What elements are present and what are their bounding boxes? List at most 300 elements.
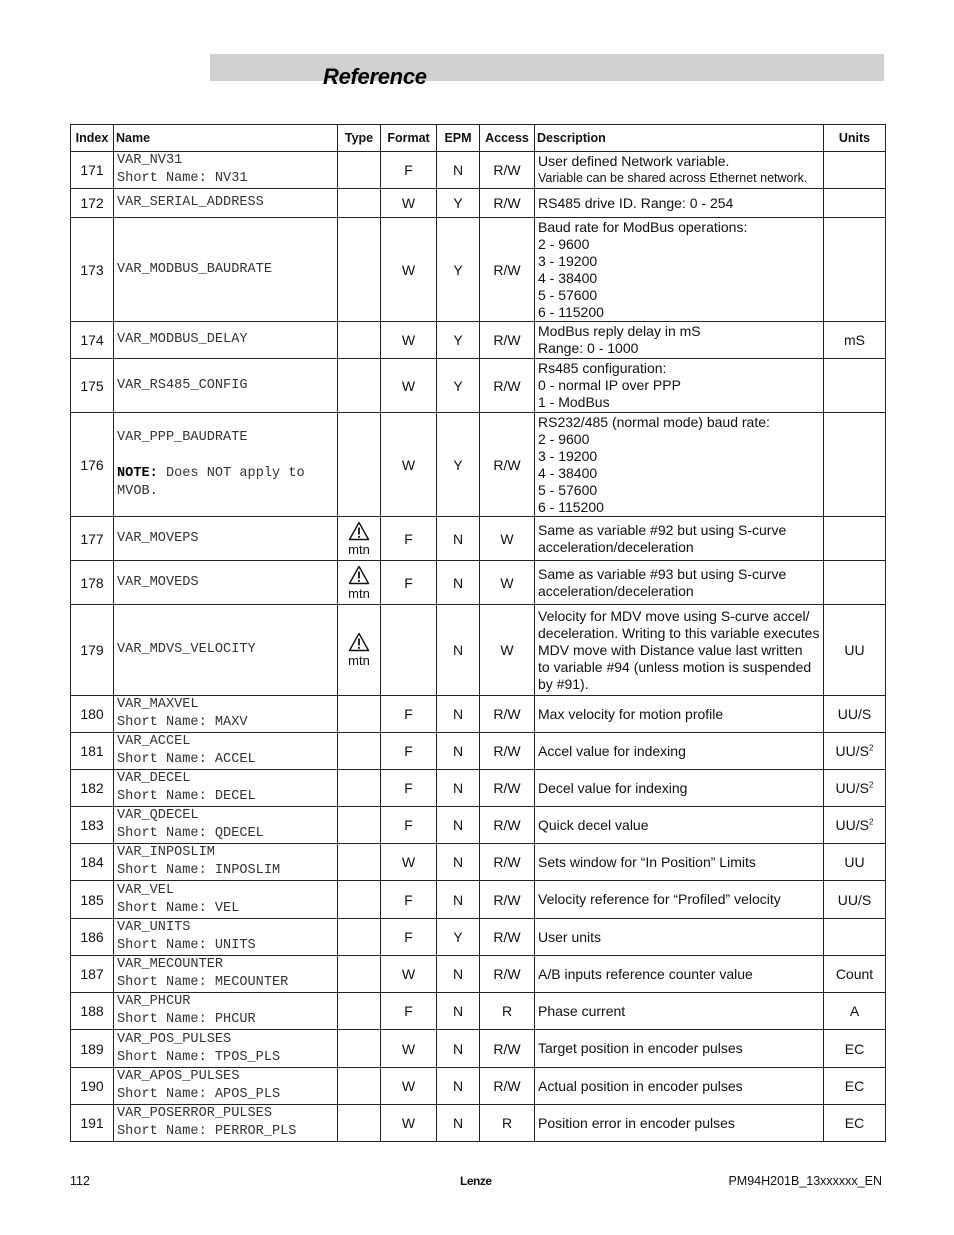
table-row: [71, 807, 886, 844]
cell-format: W: [381, 844, 437, 881]
cell-epm: N: [437, 1030, 480, 1068]
cell-epm: N: [437, 956, 480, 993]
table-row: [71, 218, 886, 322]
short-name: Short Name: MECOUNTER: [117, 975, 289, 990]
description-line: Rs485 configuration:: [538, 360, 667, 376]
description-line: ModBus reply delay in mS: [538, 323, 701, 339]
table-row: [71, 561, 886, 605]
cell-index: 178: [71, 561, 114, 605]
description-line: RS485 drive ID. Range: 0 - 254: [538, 194, 734, 211]
description-line: Quick decel value: [538, 816, 649, 833]
motion-type: [348, 521, 370, 557]
cell-index: 174: [71, 322, 114, 359]
cell-access: R/W: [480, 956, 535, 993]
page-number: 112: [70, 1174, 90, 1188]
cell-format: W: [381, 218, 437, 322]
cell-epm: N: [437, 152, 480, 189]
cell-epm: N: [437, 733, 480, 770]
variable-name: VAR_MODBUS_BAUDRATE: [117, 261, 272, 277]
cell-index: 177: [71, 517, 114, 561]
short-name: Short Name: DECEL: [117, 789, 256, 804]
cell-name: [114, 605, 338, 696]
cell-format: W: [381, 359, 437, 413]
cell-format: W: [381, 1068, 437, 1105]
cell-index: 190: [71, 1068, 114, 1105]
units-value: Count: [835, 966, 874, 982]
cell-format: W: [381, 189, 437, 218]
cell-name: [114, 1068, 338, 1105]
description-line: 2 - 9600: [538, 235, 590, 252]
variable-name: VAR_MECOUNTER: [117, 957, 224, 972]
description-line: Actual position in encoder pulses: [538, 1077, 743, 1094]
cell-units: [824, 218, 886, 322]
page-title: Reference: [323, 64, 427, 89]
units-value: UU/S: [835, 780, 869, 796]
description-line: 3 - 19200: [538, 252, 598, 269]
cell-access: R/W: [480, 696, 535, 733]
cell-index: 182: [71, 770, 114, 807]
table-row: [71, 189, 886, 218]
units-value: UU: [844, 642, 865, 658]
cell-description: [535, 993, 824, 1030]
description-line: MDV move with Distance value last written: [538, 641, 803, 658]
variable-name: VAR_POSERROR_PULSES: [117, 1106, 272, 1121]
cell-index: 185: [71, 881, 114, 919]
cell-description: [535, 919, 824, 956]
table-row: [71, 152, 886, 189]
cell-name: [114, 413, 338, 517]
cell-units: [824, 605, 886, 696]
table-row: [71, 844, 886, 881]
cell-type: [338, 561, 381, 605]
table-row: [71, 1030, 886, 1068]
cell-index: 179: [71, 605, 114, 696]
short-name: Short Name: UNITS: [117, 938, 256, 953]
description-line: to variable #94 (unless motion is suspended: [538, 658, 812, 675]
description-line: Position error in encoder pulses: [538, 1114, 735, 1131]
cell-units: [824, 561, 886, 605]
cell-units: [824, 322, 886, 359]
cell-epm: N: [437, 605, 480, 696]
cell-index: 184: [71, 844, 114, 881]
description-line: 5 - 57600: [538, 286, 598, 303]
description-line: A/B inputs reference counter value: [538, 965, 753, 982]
document-id: PM94H201B_13xxxxxx_EN: [728, 1174, 882, 1188]
description-line: Phase current: [538, 1002, 626, 1019]
cell-description: [535, 807, 824, 844]
table-row: [71, 993, 886, 1030]
cell-name: [114, 733, 338, 770]
motion-type: [348, 565, 370, 601]
cell-index: 176: [71, 413, 114, 517]
description-line: Velocity reference for “Profiled” velocity: [538, 891, 781, 907]
cell-type: [338, 1068, 381, 1105]
description-line: 1 - ModBus: [538, 394, 610, 410]
col-header-access: Access: [480, 125, 535, 152]
cell-epm: Y: [437, 189, 480, 218]
variable-name: VAR_RS485_CONFIG: [117, 377, 248, 393]
cell-epm: N: [437, 844, 480, 881]
cell-access: R/W: [480, 413, 535, 517]
units-value: UU/S: [837, 891, 872, 908]
cell-epm: N: [437, 1105, 480, 1142]
cell-index: 183: [71, 807, 114, 844]
cell-type: [338, 733, 381, 770]
description-line: Range: 0 - 1000: [538, 340, 639, 356]
cell-description: [535, 322, 824, 359]
table-row: [71, 605, 886, 696]
cell-description: [535, 770, 824, 807]
description-line: by #91).: [538, 675, 589, 692]
cell-type: [338, 413, 381, 517]
cell-type: [338, 322, 381, 359]
cell-name: [114, 359, 338, 413]
units-value: mS: [844, 332, 865, 348]
short-name: Short Name: NV31: [117, 171, 248, 186]
units-value: A: [849, 1003, 860, 1019]
units-value: EC: [844, 1115, 865, 1131]
cell-format: F: [381, 733, 437, 770]
description-line: Same as variable #92 but using S-curve: [538, 521, 787, 538]
cell-description: [535, 696, 824, 733]
short-name: Short Name: TPOS_PLS: [117, 1049, 281, 1065]
cell-epm: N: [437, 517, 480, 561]
table-row: [71, 359, 886, 413]
cell-units: [824, 359, 886, 413]
cell-name: [114, 517, 338, 561]
cell-format: F: [381, 770, 437, 807]
description-line: Accel value for indexing: [538, 742, 686, 759]
cell-type: [338, 696, 381, 733]
units-superscript: 2: [869, 780, 874, 790]
cell-format: F: [381, 561, 437, 605]
cell-epm: Y: [437, 359, 480, 413]
cell-name: [114, 919, 338, 956]
cell-format: F: [381, 152, 437, 189]
description-line: Same as variable #93 but using S-curve: [538, 565, 787, 582]
table-header-row: [71, 125, 886, 152]
description-line: Sets window for “In Position” Limits: [538, 853, 756, 870]
cell-index: 189: [71, 1030, 114, 1068]
cell-epm: N: [437, 770, 480, 807]
cell-index: 175: [71, 359, 114, 413]
warning-triangle-icon: [348, 632, 370, 652]
cell-access: R/W: [480, 881, 535, 919]
units-value: EC: [844, 1078, 865, 1094]
variable-name: VAR_DECEL: [117, 771, 191, 786]
short-name: Short Name: APOS_PLS: [117, 1087, 281, 1102]
cell-epm: N: [437, 881, 480, 919]
cell-description: [535, 152, 824, 189]
description-line: Baud rate for ModBus operations:: [538, 218, 748, 235]
cell-index: 188: [71, 993, 114, 1030]
description-line: User units: [538, 928, 602, 945]
table-row: [71, 322, 886, 359]
description-line: acceleration/deceleration: [538, 582, 694, 599]
cell-format: F: [381, 807, 437, 844]
cell-name: [114, 770, 338, 807]
cell-type: [338, 844, 381, 881]
units-superscript: 2: [869, 817, 874, 827]
units-value: UU/S: [835, 743, 869, 759]
variable-name: VAR_PHCUR: [117, 994, 191, 1009]
cell-index: 186: [71, 919, 114, 956]
cell-format: F: [381, 993, 437, 1030]
cell-type: [338, 956, 381, 993]
cell-type: [338, 1105, 381, 1142]
cell-index: 191: [71, 1105, 114, 1142]
cell-type: [338, 218, 381, 322]
cell-units: [824, 733, 886, 770]
table-row: [71, 956, 886, 993]
variable-name: VAR_INPOSLIM: [117, 845, 215, 860]
cell-access: R/W: [480, 733, 535, 770]
table-row: [71, 770, 886, 807]
cell-epm: N: [437, 993, 480, 1030]
cell-format: W: [381, 322, 437, 359]
cell-access: R/W: [480, 152, 535, 189]
col-header-type: Type: [338, 125, 381, 152]
col-header-format: Format: [381, 125, 437, 152]
short-name: Short Name: INPOSLIM: [117, 863, 281, 878]
variable-name: VAR_PPP_BAUDRATE: [117, 429, 248, 445]
cell-epm: N: [437, 807, 480, 844]
cell-name: [114, 881, 338, 919]
description-line: 5 - 57600: [538, 481, 598, 498]
units-value: EC: [844, 1040, 865, 1057]
units-value: UU/S: [837, 706, 872, 722]
cell-units: [824, 844, 886, 881]
table-row: [71, 413, 886, 517]
cell-name: [114, 956, 338, 993]
cell-description: [535, 517, 824, 561]
cell-name: [114, 322, 338, 359]
variable-name: VAR_UNITS: [117, 920, 191, 935]
variable-name: VAR_APOS_PULSES: [117, 1069, 240, 1084]
col-header-units: Units: [824, 125, 886, 152]
short-name: Short Name: QDECEL: [117, 826, 264, 841]
cell-epm: N: [437, 696, 480, 733]
variable-name: VAR_POS_PULSES: [117, 1031, 232, 1047]
motion-type: [348, 632, 370, 668]
cell-name: [114, 844, 338, 881]
variable-name: VAR_VEL: [117, 882, 175, 898]
cell-units: [824, 517, 886, 561]
cell-format: W: [381, 1105, 437, 1142]
description-line: 6 - 115200: [538, 303, 604, 320]
description-line: User defined Network variable.: [538, 153, 730, 169]
cell-description: [535, 359, 824, 413]
short-name: Short Name: VEL: [117, 900, 240, 916]
description-line: 3 - 19200: [538, 447, 598, 464]
variable-name: VAR_SERIAL_ADDRESS: [117, 195, 264, 210]
table-row: [71, 733, 886, 770]
cell-units: [824, 919, 886, 956]
brand-logo: Lenze: [460, 1174, 492, 1188]
cell-type: [338, 807, 381, 844]
variable-name: VAR_MOVEPS: [117, 530, 199, 546]
variable-name: VAR_NV31: [117, 153, 183, 168]
cell-format: W: [381, 956, 437, 993]
cell-access: R: [480, 993, 535, 1030]
description-line: deceleration. Writing to this variable executes: [538, 624, 820, 641]
description-line: Velocity for MDV move using S-curve accel/: [538, 607, 810, 624]
units-superscript: 2: [869, 743, 874, 753]
cell-access: R/W: [480, 189, 535, 218]
cell-format: F: [381, 881, 437, 919]
cell-units: [824, 807, 886, 844]
cell-epm: N: [437, 561, 480, 605]
description-line: Variable can be shared across Ethernet network.: [538, 171, 808, 185]
cell-description: [535, 605, 824, 696]
variable-name: VAR_MODBUS_DELAY: [117, 332, 248, 347]
cell-type: [338, 517, 381, 561]
cell-type: [338, 189, 381, 218]
cell-format: F: [381, 696, 437, 733]
table-row: [71, 517, 886, 561]
col-header-description: Description: [535, 125, 824, 152]
note-text: Does NOT apply to: [157, 465, 305, 481]
cell-description: [535, 189, 824, 218]
cell-access: W: [480, 561, 535, 605]
cell-name: [114, 1030, 338, 1068]
table-row: [71, 696, 886, 733]
cell-epm: Y: [437, 218, 480, 322]
variable-name: VAR_ACCEL: [117, 734, 191, 749]
note-label: NOTE:: [117, 465, 158, 481]
cell-index: 172: [71, 189, 114, 218]
variable-name: VAR_MDVS_VELOCITY: [117, 642, 256, 657]
cell-index: 180: [71, 696, 114, 733]
cell-type: [338, 152, 381, 189]
cell-units: [824, 770, 886, 807]
type-label: mtn: [348, 653, 370, 668]
cell-name: [114, 218, 338, 322]
cell-description: [535, 881, 824, 919]
note-text-2: MVOB.: [117, 483, 158, 499]
cell-name: [114, 993, 338, 1030]
cell-index: 181: [71, 733, 114, 770]
description-line: Decel value for indexing: [538, 779, 688, 796]
cell-epm: N: [437, 1068, 480, 1105]
cell-units: [824, 1030, 886, 1068]
variable-name: VAR_MOVEDS: [117, 574, 199, 590]
cell-units: [824, 696, 886, 733]
description-line: acceleration/deceleration: [538, 538, 694, 555]
cell-name: [114, 696, 338, 733]
cell-format: F: [381, 517, 437, 561]
warning-triangle-icon: [348, 565, 370, 585]
col-header-name: Name: [114, 125, 338, 152]
header-bar: [210, 54, 884, 81]
cell-access: W: [480, 605, 535, 696]
cell-access: R/W: [480, 919, 535, 956]
cell-access: R/W: [480, 1068, 535, 1105]
cell-description: [535, 1030, 824, 1068]
cell-units: [824, 993, 886, 1030]
cell-access: R/W: [480, 218, 535, 322]
cell-type: [338, 919, 381, 956]
cell-units: [824, 956, 886, 993]
cell-access: R: [480, 1105, 535, 1142]
cell-type: [338, 993, 381, 1030]
cell-description: [535, 218, 824, 322]
cell-type: [338, 605, 381, 696]
cell-format: W: [381, 413, 437, 517]
units-value: UU/S: [835, 817, 869, 833]
warning-triangle-icon: [348, 521, 370, 541]
cell-name: [114, 807, 338, 844]
table-row: [71, 881, 886, 919]
cell-units: [824, 881, 886, 919]
cell-access: R/W: [480, 770, 535, 807]
description-line: Max velocity for motion profile: [538, 705, 724, 722]
cell-access: R/W: [480, 1030, 535, 1068]
type-label: mtn: [348, 585, 370, 601]
cell-format: W: [381, 1030, 437, 1068]
col-header-index: Index: [71, 125, 114, 152]
cell-units: [824, 1068, 886, 1105]
cell-type: [338, 359, 381, 413]
variable-name: VAR_MAXVEL: [117, 697, 199, 712]
note: [117, 465, 334, 483]
cell-type: [338, 881, 381, 919]
cell-description: [535, 1105, 824, 1142]
description-line: Target position in encoder pulses: [538, 1040, 743, 1056]
cell-type: [338, 1030, 381, 1068]
variable-name: VAR_QDECEL: [117, 808, 199, 823]
table-row: [71, 1105, 886, 1142]
cell-description: [535, 413, 824, 517]
table-row: [71, 919, 886, 956]
cell-epm: Y: [437, 919, 480, 956]
cell-index: 171: [71, 152, 114, 189]
cell-units: [824, 152, 886, 189]
cell-access: R/W: [480, 844, 535, 881]
description-line: 4 - 38400: [538, 464, 598, 481]
cell-description: [535, 561, 824, 605]
cell-units: [824, 413, 886, 517]
description-line: 4 - 38400: [538, 269, 598, 286]
cell-description: [535, 1068, 824, 1105]
cell-units: [824, 1105, 886, 1142]
cell-access: R/W: [480, 322, 535, 359]
table-row: [71, 1068, 886, 1105]
cell-index: 187: [71, 956, 114, 993]
short-name: Short Name: PHCUR: [117, 1012, 256, 1027]
short-name: Short Name: ACCEL: [117, 752, 256, 767]
cell-access: R/W: [480, 807, 535, 844]
description-line: 0 - normal IP over PPP: [538, 377, 681, 393]
type-label: mtn: [348, 541, 370, 557]
cell-name: [114, 189, 338, 218]
cell-type: [338, 770, 381, 807]
cell-epm: Y: [437, 413, 480, 517]
cell-index: 173: [71, 218, 114, 322]
cell-name: [114, 1105, 338, 1142]
cell-access: R/W: [480, 359, 535, 413]
cell-format: [381, 605, 437, 696]
cell-description: [535, 733, 824, 770]
cell-units: [824, 189, 886, 218]
units-value: UU: [844, 854, 865, 870]
spacer: [117, 447, 334, 465]
short-name: Short Name: PERROR_PLS: [117, 1124, 297, 1139]
description-line: 6 - 115200: [538, 498, 604, 515]
cell-description: [535, 956, 824, 993]
cell-name: [114, 561, 338, 605]
cell-format: F: [381, 919, 437, 956]
